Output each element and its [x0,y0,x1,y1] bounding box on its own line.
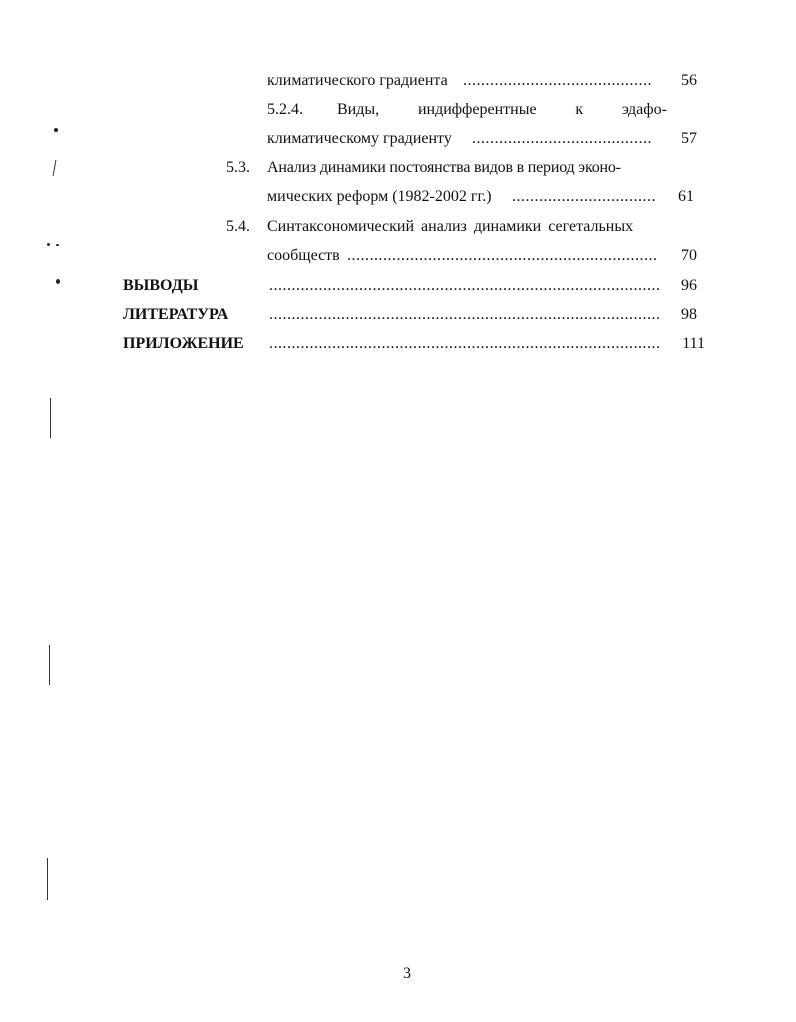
toc-page-number: 61 [678,188,694,205]
toc-word: индифферентные [417,101,537,118]
toc-page-number: 111 [682,335,705,352]
leader-dots [472,129,653,149]
toc-word: Виды, [337,101,380,118]
scan-speck [56,244,59,246]
leader-dots [463,71,653,91]
toc-page-number: 56 [681,72,697,89]
toc-entry-title-line2: мических реформ (1982-2002 гг.) [267,188,492,205]
leader-dots [512,187,657,207]
toc-entry-title-line2: сообществ [267,247,340,264]
leader-dots [269,276,661,296]
scan-mark [47,858,48,900]
toc-entry-title-line2: климатическому градиенту [267,130,452,147]
scan-mark [49,645,50,685]
toc-section-number: 5.3. [226,159,250,176]
toc-entry-title: климатического градиента [267,72,448,89]
toc-page-number: 98 [681,306,697,323]
scan-speck [47,243,50,246]
toc-word: к [575,101,584,118]
toc-entry-title: ВЫВОДЫ [123,277,199,294]
leader-dots [269,334,661,354]
toc-page-number: 96 [681,277,697,294]
toc-page-number: 57 [681,130,697,147]
toc-entry-title-line1: Синтаксономический анализ динамики сегетальных [267,218,634,235]
toc-section-number: 5.4. [226,218,250,235]
scan-mark [53,160,57,176]
leader-dots [347,246,657,266]
toc-entry-title-line1: Анализ динамики постоянства видов в период эконо- [267,159,621,176]
toc-page-number: 70 [681,247,697,264]
leader-dots [269,305,661,325]
scan-speck [54,128,58,132]
toc-entry-title: ПРИЛОЖЕНИЕ [123,335,244,352]
toc-word: эдафо- [621,101,667,118]
scan-mark [50,398,51,438]
toc-section-number: 5.2.4. [267,101,303,118]
page-number: 3 [403,965,411,982]
toc-entry-title-line1 [337,100,667,120]
scan-speck [56,279,60,284]
toc-entry-title: ЛИТЕРАТУРА [123,306,229,323]
